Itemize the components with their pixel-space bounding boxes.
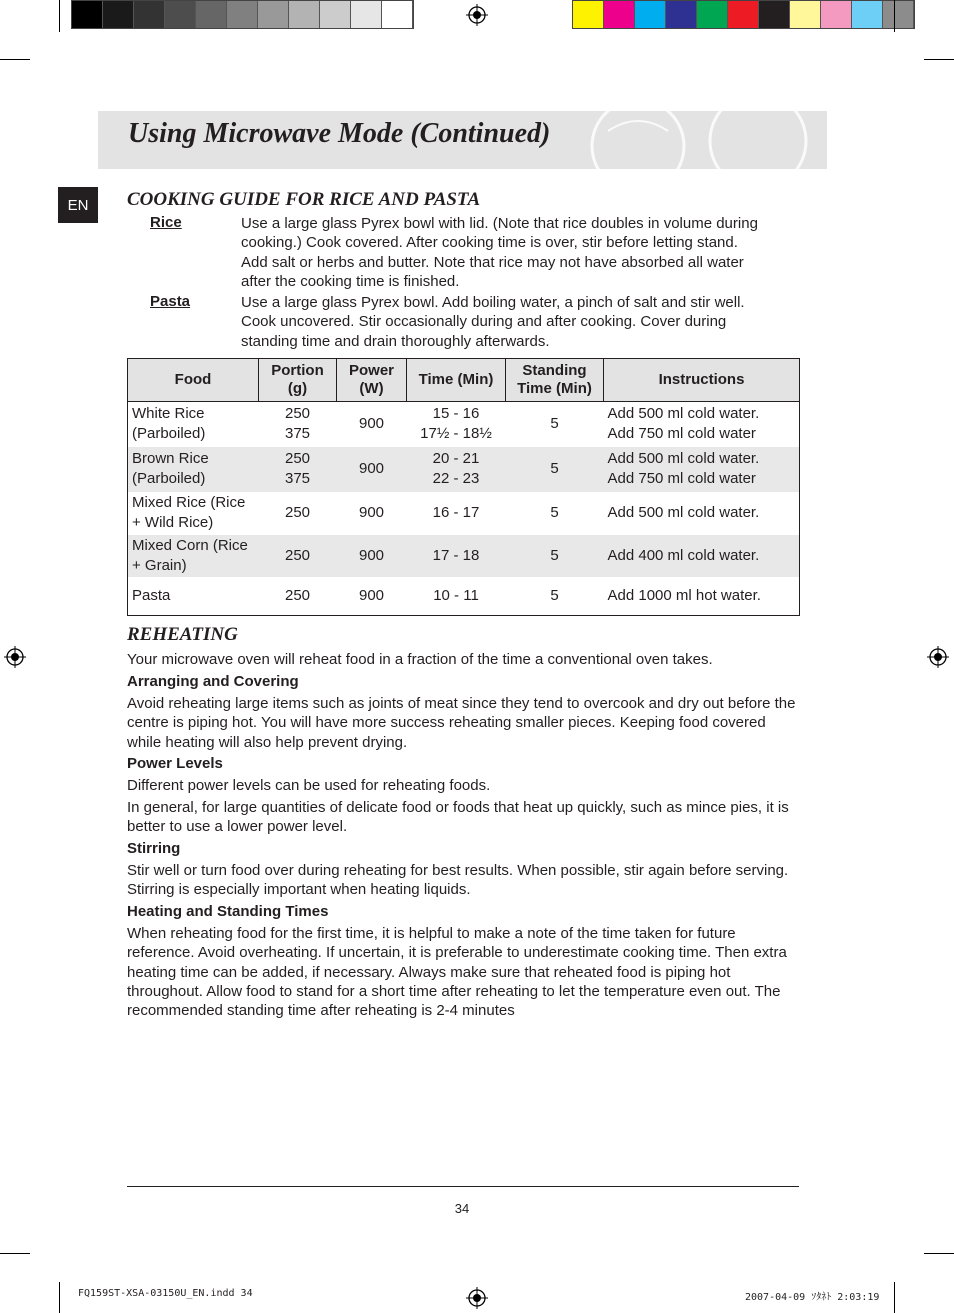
time-value: 22 - 23 xyxy=(432,470,480,487)
color-swatch xyxy=(821,1,852,28)
crop-mark xyxy=(0,59,30,60)
color-swatch xyxy=(382,1,413,28)
portion-value: 375 xyxy=(284,425,311,443)
time-cell: 10 - 11 xyxy=(433,586,479,604)
standing-cell: 5 xyxy=(550,504,559,521)
subheading-power-levels: Power Levels xyxy=(127,755,223,772)
food-cell: Mixed Corn (Rice + Grain) xyxy=(128,535,259,577)
instructions-cell xyxy=(604,402,800,447)
food-cell: Brown Rice (Parboiled) xyxy=(128,447,259,492)
grayscale-color-bar xyxy=(71,0,414,29)
color-swatch xyxy=(697,1,728,28)
standing-cell: 5 xyxy=(550,586,559,604)
table-header-row xyxy=(128,359,800,402)
file-slug: FQ159ST-XSA-03150U_EN.indd 34 xyxy=(78,1288,253,1299)
crop-mark xyxy=(0,1253,30,1254)
color-swatch xyxy=(351,1,382,28)
color-swatch xyxy=(103,1,134,28)
subheading-heating-standing: Heating and Standing Times xyxy=(127,903,329,920)
cooking-table xyxy=(127,358,800,616)
term-rice: Rice xyxy=(150,214,182,231)
definition-line: Use a large glass Pyrex bowl. Add boiling water, a pinch of salt and stir well. xyxy=(241,294,745,311)
column-header: Power (W) xyxy=(337,359,407,402)
term-pasta: Pasta xyxy=(150,293,191,310)
paragraph: When reheating food for the first time, it is helpful to make a note of the time taken for future reference. Avoid overheating. If uncertain, it is preferable to underestimate cooking time. Then extra heating time can be added, if necessary. Always make sure that reheated food is piping hot throughout. Allow food to stand for a short time after reheating to let the temperature even out. The recommended standing time after reheating is 2-4 minutes xyxy=(127,925,787,1020)
table-row xyxy=(128,492,800,535)
definition-line: Use a large glass Pyrex bowl with lid. (Note that rice doubles in volume during xyxy=(241,215,758,232)
color-swatch xyxy=(790,1,821,28)
instructions-cell xyxy=(604,447,800,492)
column-header: Time (Min) xyxy=(407,359,506,402)
color-swatch xyxy=(728,1,759,28)
color-swatch xyxy=(883,1,914,28)
power-cell: 900 xyxy=(337,535,407,577)
instruction-line: Add 500 ml cold water. xyxy=(607,405,760,423)
color-swatch xyxy=(289,1,320,28)
column-header: Portion (g) xyxy=(259,359,337,402)
time-value: 17½ - 18½ xyxy=(420,425,492,443)
column-header: Standing Time (Min) xyxy=(506,359,604,402)
instructions-cell: Add 500 ml cold water. xyxy=(607,504,760,521)
time-cell xyxy=(407,447,506,492)
time-value: 15 - 16 xyxy=(432,405,480,423)
definition-line: cooking.) Cook covered. After cooking time is over, stir before letting stand. xyxy=(241,234,738,252)
definition-rice xyxy=(241,214,801,291)
crop-mark xyxy=(924,59,954,60)
reheating-title: REHEATING xyxy=(127,624,238,645)
instructions-cell: Add 1000 ml hot water. xyxy=(607,586,761,604)
vegetable-watermark-icon xyxy=(568,111,827,169)
column-header: Food xyxy=(128,359,259,402)
color-swatch xyxy=(666,1,697,28)
crop-mark xyxy=(59,1282,60,1313)
food-cell: White Rice (Parboiled) xyxy=(132,405,206,443)
portion-cell: 250 xyxy=(284,586,311,604)
table-row xyxy=(128,402,800,447)
footer-rule xyxy=(127,1186,799,1187)
portion-cell: 250 xyxy=(284,504,311,521)
paragraph: In general, for large quantities of delicate food or foods that heat up quickly, such as mince pies, it is better to use a lower power level. xyxy=(127,799,789,836)
portion-value: 375 xyxy=(284,470,311,487)
page-number: 34 xyxy=(454,1201,470,1216)
time-cell xyxy=(407,402,506,447)
paragraph: Stir well or turn food over during reheating for best results. When possible, stir again before serving. Stirring is especially important when heating liquids. xyxy=(127,862,789,899)
color-swatch xyxy=(604,1,635,28)
definition-pasta xyxy=(241,293,801,351)
color-swatch xyxy=(320,1,351,28)
paragraph: Different power levels can be used for reheating foods. xyxy=(127,777,491,794)
time-cell: 17 - 18 xyxy=(407,535,506,577)
cooking-guide-title: COOKING GUIDE FOR RICE AND PASTA xyxy=(127,189,481,210)
column-header: Instructions xyxy=(604,359,800,402)
standing-cell: 5 xyxy=(506,535,604,577)
portion-cell: 250 xyxy=(259,535,337,577)
definition-line: after the cooking time is finished. xyxy=(241,272,460,290)
instruction-line: Add 750 ml cold water xyxy=(607,470,756,487)
definition-line: standing time and drain thoroughly afterwards. xyxy=(241,332,550,350)
portion-cell xyxy=(259,447,337,492)
color-swatch xyxy=(759,1,790,28)
portion-cell xyxy=(259,402,337,447)
power-cell: 900 xyxy=(358,504,385,521)
reheating-intro: Your microwave oven will reheat food in a fraction of the time a conventional oven takes. xyxy=(127,651,713,668)
crop-mark xyxy=(924,1253,954,1254)
standing-cell: 5 xyxy=(506,447,604,492)
definition-line: Add salt or herbs and butter. Note that rice may not have absorbed all water xyxy=(241,253,744,271)
registration-mark-icon xyxy=(4,646,26,668)
instruction-line: Add 500 ml cold water. xyxy=(607,450,760,467)
power-cell: 900 xyxy=(337,447,407,492)
table-row xyxy=(128,447,800,492)
subheading-arranging: Arranging and Covering xyxy=(127,673,299,690)
time-cell: 16 - 17 xyxy=(432,504,480,521)
time-value: 20 - 21 xyxy=(432,450,480,467)
color-swatch xyxy=(165,1,196,28)
food-cell: Pasta xyxy=(132,586,171,604)
header-band xyxy=(98,111,827,169)
power-cell: 900 xyxy=(358,586,385,604)
color-swatch xyxy=(635,1,666,28)
language-tab: EN xyxy=(58,187,98,223)
portion-value: 250 xyxy=(284,405,311,423)
instructions-cell: Add 400 ml cold water. xyxy=(604,535,800,577)
definition-line: Cook uncovered. Stir occasionally during and after cooking. Cover during xyxy=(241,313,727,331)
crop-mark xyxy=(59,0,60,32)
table-row xyxy=(128,535,800,577)
registration-mark-icon xyxy=(466,4,488,26)
paragraph: Avoid reheating large items such as joints of meat since they tend to overcook and dry out before the centre is piping hot. You will have more success reheating smaller pieces. Keeping food covered while heating will also help prevent drying. xyxy=(127,695,796,751)
color-swatch xyxy=(227,1,258,28)
color-swatch xyxy=(72,1,103,28)
date-slug: 2007-04-09 ｿﾀﾈﾄ 2:03:19 xyxy=(745,1292,880,1303)
color-swatch xyxy=(852,1,883,28)
color-swatch xyxy=(196,1,227,28)
page-title: Using Microwave Mode (Continued) xyxy=(128,118,551,149)
food-cell: Mixed Rice (Rice + Wild Rice) xyxy=(132,494,246,531)
registration-mark-icon xyxy=(466,1287,488,1309)
subheading-stirring: Stirring xyxy=(127,840,181,857)
crop-mark xyxy=(894,0,895,32)
standing-cell: 5 xyxy=(550,415,559,433)
portion-value: 250 xyxy=(284,450,311,467)
crop-mark xyxy=(894,1282,895,1313)
process-color-bar xyxy=(572,0,915,29)
color-swatch xyxy=(573,1,604,28)
registration-mark-icon xyxy=(927,646,949,668)
instruction-line: Add 750 ml cold water xyxy=(607,425,756,443)
power-cell: 900 xyxy=(358,415,385,433)
table-row xyxy=(128,577,800,616)
color-swatch xyxy=(134,1,165,28)
color-swatch xyxy=(258,1,289,28)
